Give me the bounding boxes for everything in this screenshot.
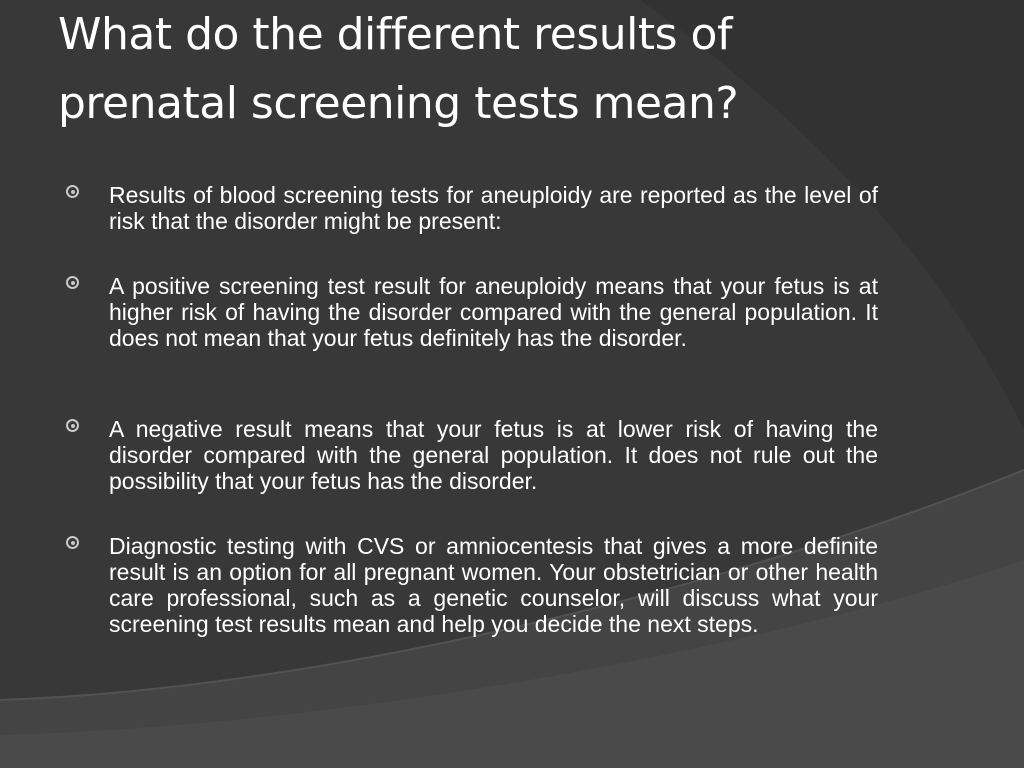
bullet-item (66, 416, 878, 494)
bullet-item (66, 182, 878, 234)
bullet-circle-icon (66, 276, 79, 289)
bullet-text: A positive screening test result for aneuploidy means that your fetus is at higher risk of having the disorder compared with the general population. It does not mean that your fetus definitely has the disorder. (109, 273, 878, 351)
bullet-circle-icon (66, 536, 79, 549)
bullet-item (66, 533, 878, 637)
bullet-text: Results of blood screening tests for aneuploidy are reported as the level of risk that the disorder might be present: (109, 182, 878, 234)
bullet-item (66, 273, 878, 351)
slide-title-line-2: prenatal screening tests mean? (58, 78, 739, 129)
bullet-circle-icon (66, 185, 79, 198)
bullet-text: Diagnostic testing with CVS or amniocentesis that gives a more definite result is an option for all pregnant women. Your obstetrician or other health care professional, such as a genetic counselor, will discuss what your screening test results mean and help you decide the next steps. (109, 533, 878, 637)
bullet-text: A negative result means that your fetus is at lower risk of having the disorder compared with the general population. It does not rule out the possibility that your fetus has the disorder. (109, 416, 878, 494)
slide-title-line-1: What do the different results of (58, 9, 732, 60)
bullet-circle-icon (66, 419, 79, 432)
